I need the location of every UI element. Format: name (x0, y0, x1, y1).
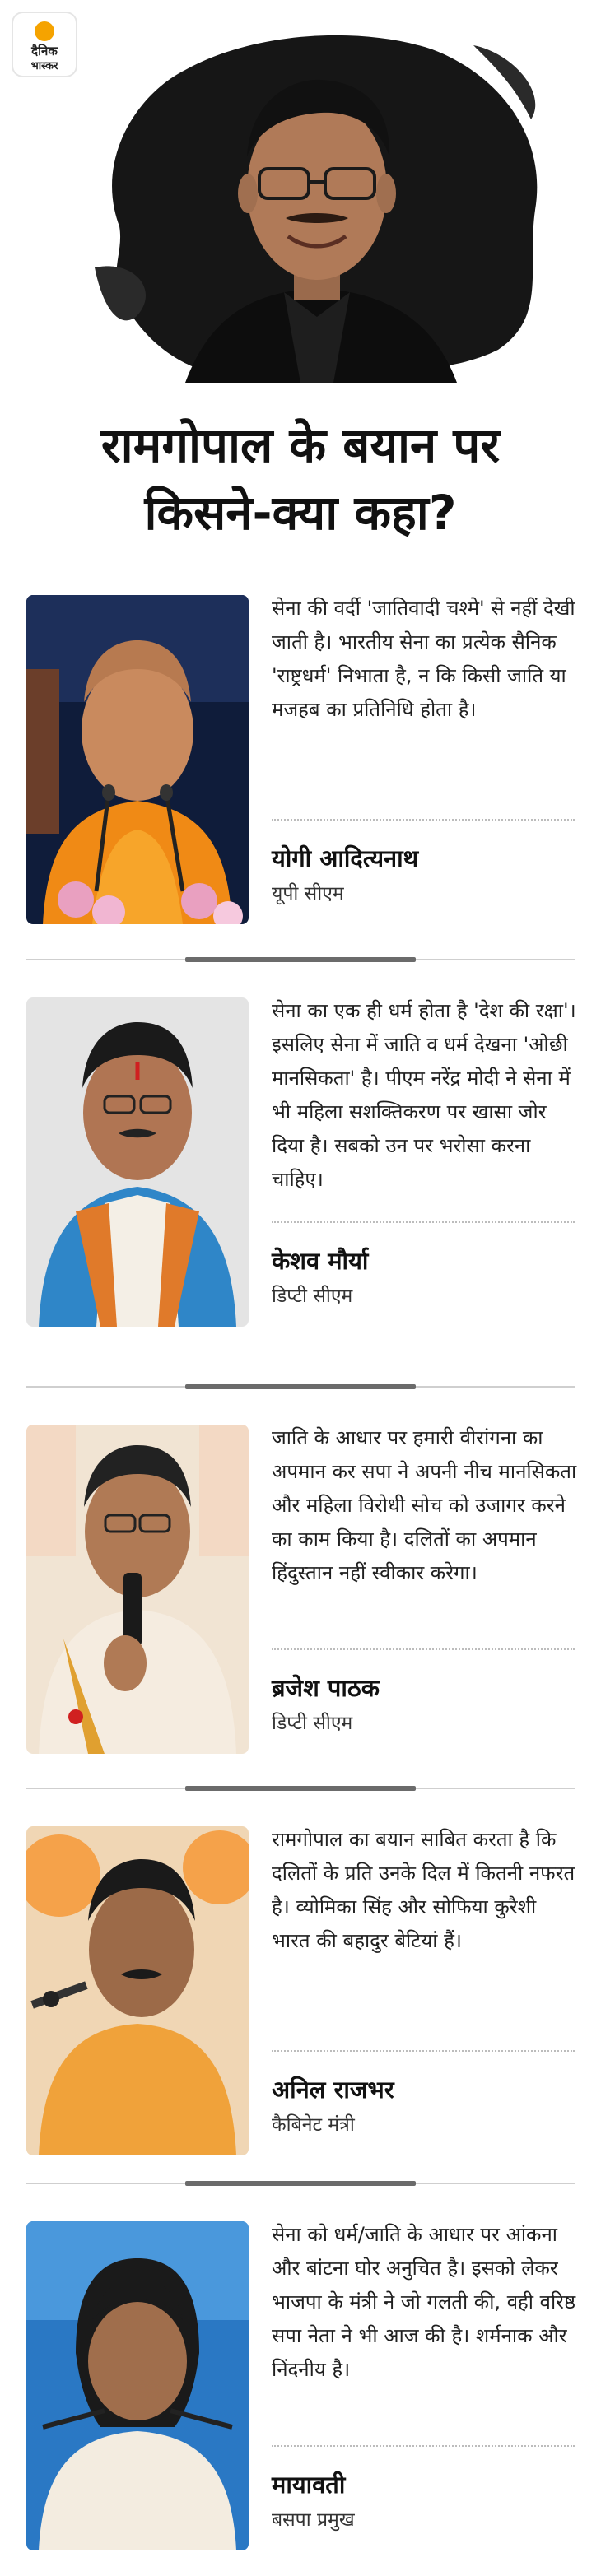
keshav-maurya-photo (26, 997, 249, 1327)
statement-card-brajesh (26, 1425, 575, 1770)
sun-icon (35, 21, 54, 41)
quote-text: जाति के आधार पर हमारी वीरांगना का अपमान कर सपा ने अपनी नीच मानसिकता और महिला विरोधी सोच को उजागर करने का काम किया है। दलितों का अपमान हिंदुस्तान नहीं स्वीकार करेगा। (272, 1426, 577, 1584)
title-line-1: रामगोपाल के बयान पर (100, 417, 501, 473)
quote-text: सेना का एक ही धर्म होता है 'देश की रक्षा'। इसलिए सेना में जाति व धर्म देखना 'ओछी मानसिकता' है। पीएम नरेंद्र मोदी ने सेना में भी महिला सशक्तिकरण पर खासा जोर दिया है। सबको उन पर भरोसा करना चाहिए। (272, 999, 576, 1191)
quote-text: रामगोपाल का बयान साबित करता है कि दलितों के प्रति उनके दिल में कितनी नफरत है। व्योमिका सिंह और सोफिया कुरैशी भारत की बहादुर बेटियां हैं। (272, 1828, 575, 1952)
yogi-adityanath-photo (26, 595, 249, 924)
speaker-name: मायावती (272, 2471, 346, 2499)
speaker-role: यूपी सीएम (272, 883, 344, 904)
speaker-name: केशव मौर्या (272, 1247, 369, 1275)
mayawati-photo (26, 2221, 249, 2550)
dotted-divider (272, 2445, 575, 2447)
speaker-name: ब्रजेश पाठक (272, 1674, 380, 1702)
section-separator (26, 1788, 575, 1789)
logo-text-line2: भास्कर (30, 60, 58, 72)
title-line-2: किसने-क्या कहा? (144, 485, 457, 541)
logo-text-line1: दैनिक (31, 44, 58, 58)
section-separator (26, 1386, 575, 1388)
speaker-role: कैबिनेट मंत्री (272, 2114, 355, 2136)
speaker-name: योगी आदित्यनाथ (272, 844, 419, 872)
quote-text: सेना की वर्दी 'जातिवादी चश्मे' से नहीं देखी जाती है। भारतीय सेना का प्रत्येक सैनिक 'राष्ट्रधर्म' निभाता है, न कि किसी जाति या मजहब का प्रतिनिधि होता है। (272, 597, 575, 721)
speaker-role: डिप्टी सीएम (272, 1286, 353, 1307)
dotted-divider (272, 1221, 575, 1223)
statement-card-anil (26, 1826, 575, 2172)
dotted-divider (272, 819, 575, 821)
speaker-name: अनिल राजभर (272, 2076, 394, 2104)
dotted-divider (272, 1648, 575, 1650)
speaker-role: डिप्टी सीएम (272, 1713, 353, 1734)
anil-rajbhar-photo (26, 1826, 249, 2155)
statement-card-yogi (26, 595, 575, 941)
hero-portrait (86, 21, 547, 383)
statement-card-keshav (26, 997, 575, 1343)
statement-card-mayawati (26, 2221, 575, 2567)
section-separator (26, 2183, 575, 2184)
section-separator (26, 959, 575, 960)
dainik-bhaskar-logo (12, 12, 77, 77)
quote-text: सेना को धर्म/जाति के आधार पर आंकना और बांटना घोर अनुचित है। इसको लेकर भाजपा के मंत्री ने जो गलती की, वही वरिष्ठ सपा नेता ने भी आज की है। शर्मनाक और निंदनीय है। (272, 2223, 576, 2381)
page-title (0, 412, 601, 546)
speaker-role: बसपा प्रमुख (272, 2509, 355, 2531)
brajesh-pathak-photo (26, 1425, 249, 1754)
dotted-divider (272, 2050, 575, 2052)
